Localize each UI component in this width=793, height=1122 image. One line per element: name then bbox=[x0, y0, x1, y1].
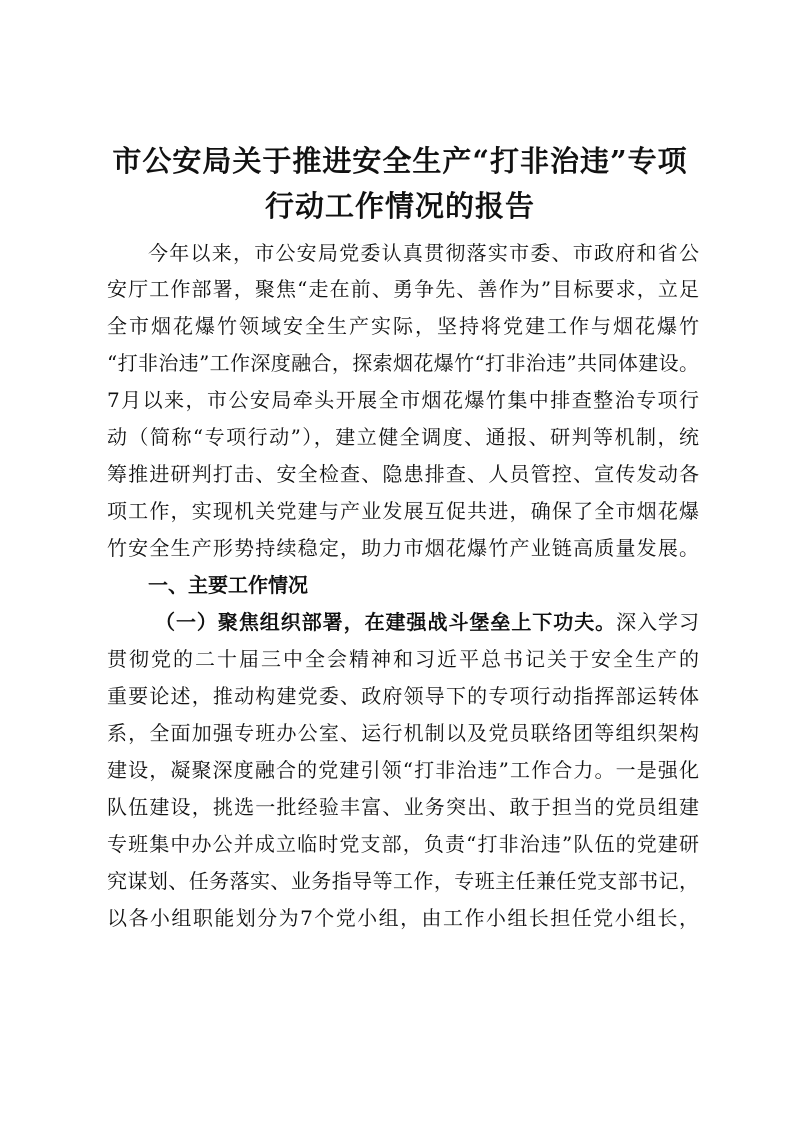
paragraph-1-line-5: 7月以来，市公安局牵头开展全市烟花爆竹集中排查整治专项行 bbox=[107, 388, 699, 412]
subsection-1-line-5: 建设，凝聚深度融合的党建引领“打非治违”工作合力。一是强化 bbox=[107, 758, 699, 782]
paragraph-1-line-7: 筹推进研判打击、安全检查、隐患排查、人员管控、宣传发动各 bbox=[107, 462, 699, 486]
subsection-1-line-7: 专班集中办公并成立临时党支部，负责“打非治违”队伍的党建研 bbox=[107, 832, 699, 856]
paragraph-1-line-3: 全市烟花爆竹领域安全生产实际，坚持将党建工作与烟花爆竹 bbox=[107, 314, 699, 338]
paragraph-1-line-6: 动（简称“专项行动”），建立健全调度、通报、研判等机制，统 bbox=[107, 425, 699, 449]
document-title-line-2: 行动工作情况的报告 bbox=[264, 189, 535, 223]
section-heading: 一、主要工作情况 bbox=[148, 573, 308, 597]
paragraph-1-line-4: “打非治违”工作深度融合，探索烟花爆竹“打非治违”共同体建设。 bbox=[107, 351, 699, 375]
subsection-1-line-3: 重要论述，推动构建党委、政府领导下的专项行动指挥部运转体 bbox=[107, 684, 699, 708]
subsection-1-line-1-text: 深入学习 bbox=[616, 610, 700, 634]
paragraph-1-line-1: 今年以来，市公安局党委认真贯彻落实市委、市政府和省公 bbox=[148, 241, 699, 265]
subsection-1-line-4: 系，全面加强专班办公室、运行机制以及党员联络团等组织架构 bbox=[107, 721, 699, 745]
subsection-1-line-2: 贯彻党的二十届三中全会精神和习近平总书记关于安全生产的 bbox=[107, 647, 699, 671]
subsection-1-line-6: 队伍建设，挑选一批经验丰富、业务突出、敢于担当的党员组建 bbox=[107, 795, 699, 819]
subsection-1-heading: （一）聚焦组织部署，在建强战斗堡垒上下功夫。 bbox=[155, 610, 617, 634]
paragraph-1-line-8: 项工作，实现机关党建与产业发展互促共进，确保了全市烟花爆 bbox=[107, 499, 699, 523]
subsection-1-line-9: 以各小组职能划分为7个党小组，由工作小组长担任党小组长， bbox=[107, 906, 699, 930]
paragraph-1-line-9: 竹安全生产形势持续稳定，助力市烟花爆竹产业链高质量发展。 bbox=[107, 536, 699, 560]
document-title-line-1: 市公安局关于推进安全生产“打非治违”专项 bbox=[112, 144, 688, 178]
subsection-1-line-8: 究谋划、任务落实、业务指导等工作，专班主任兼任党支部书记， bbox=[107, 869, 699, 893]
subsection-1-first-line bbox=[155, 602, 699, 642]
paragraph-1-line-2: 安厅工作部署，聚焦“走在前、勇争先、善作为”目标要求，立足 bbox=[107, 277, 699, 301]
